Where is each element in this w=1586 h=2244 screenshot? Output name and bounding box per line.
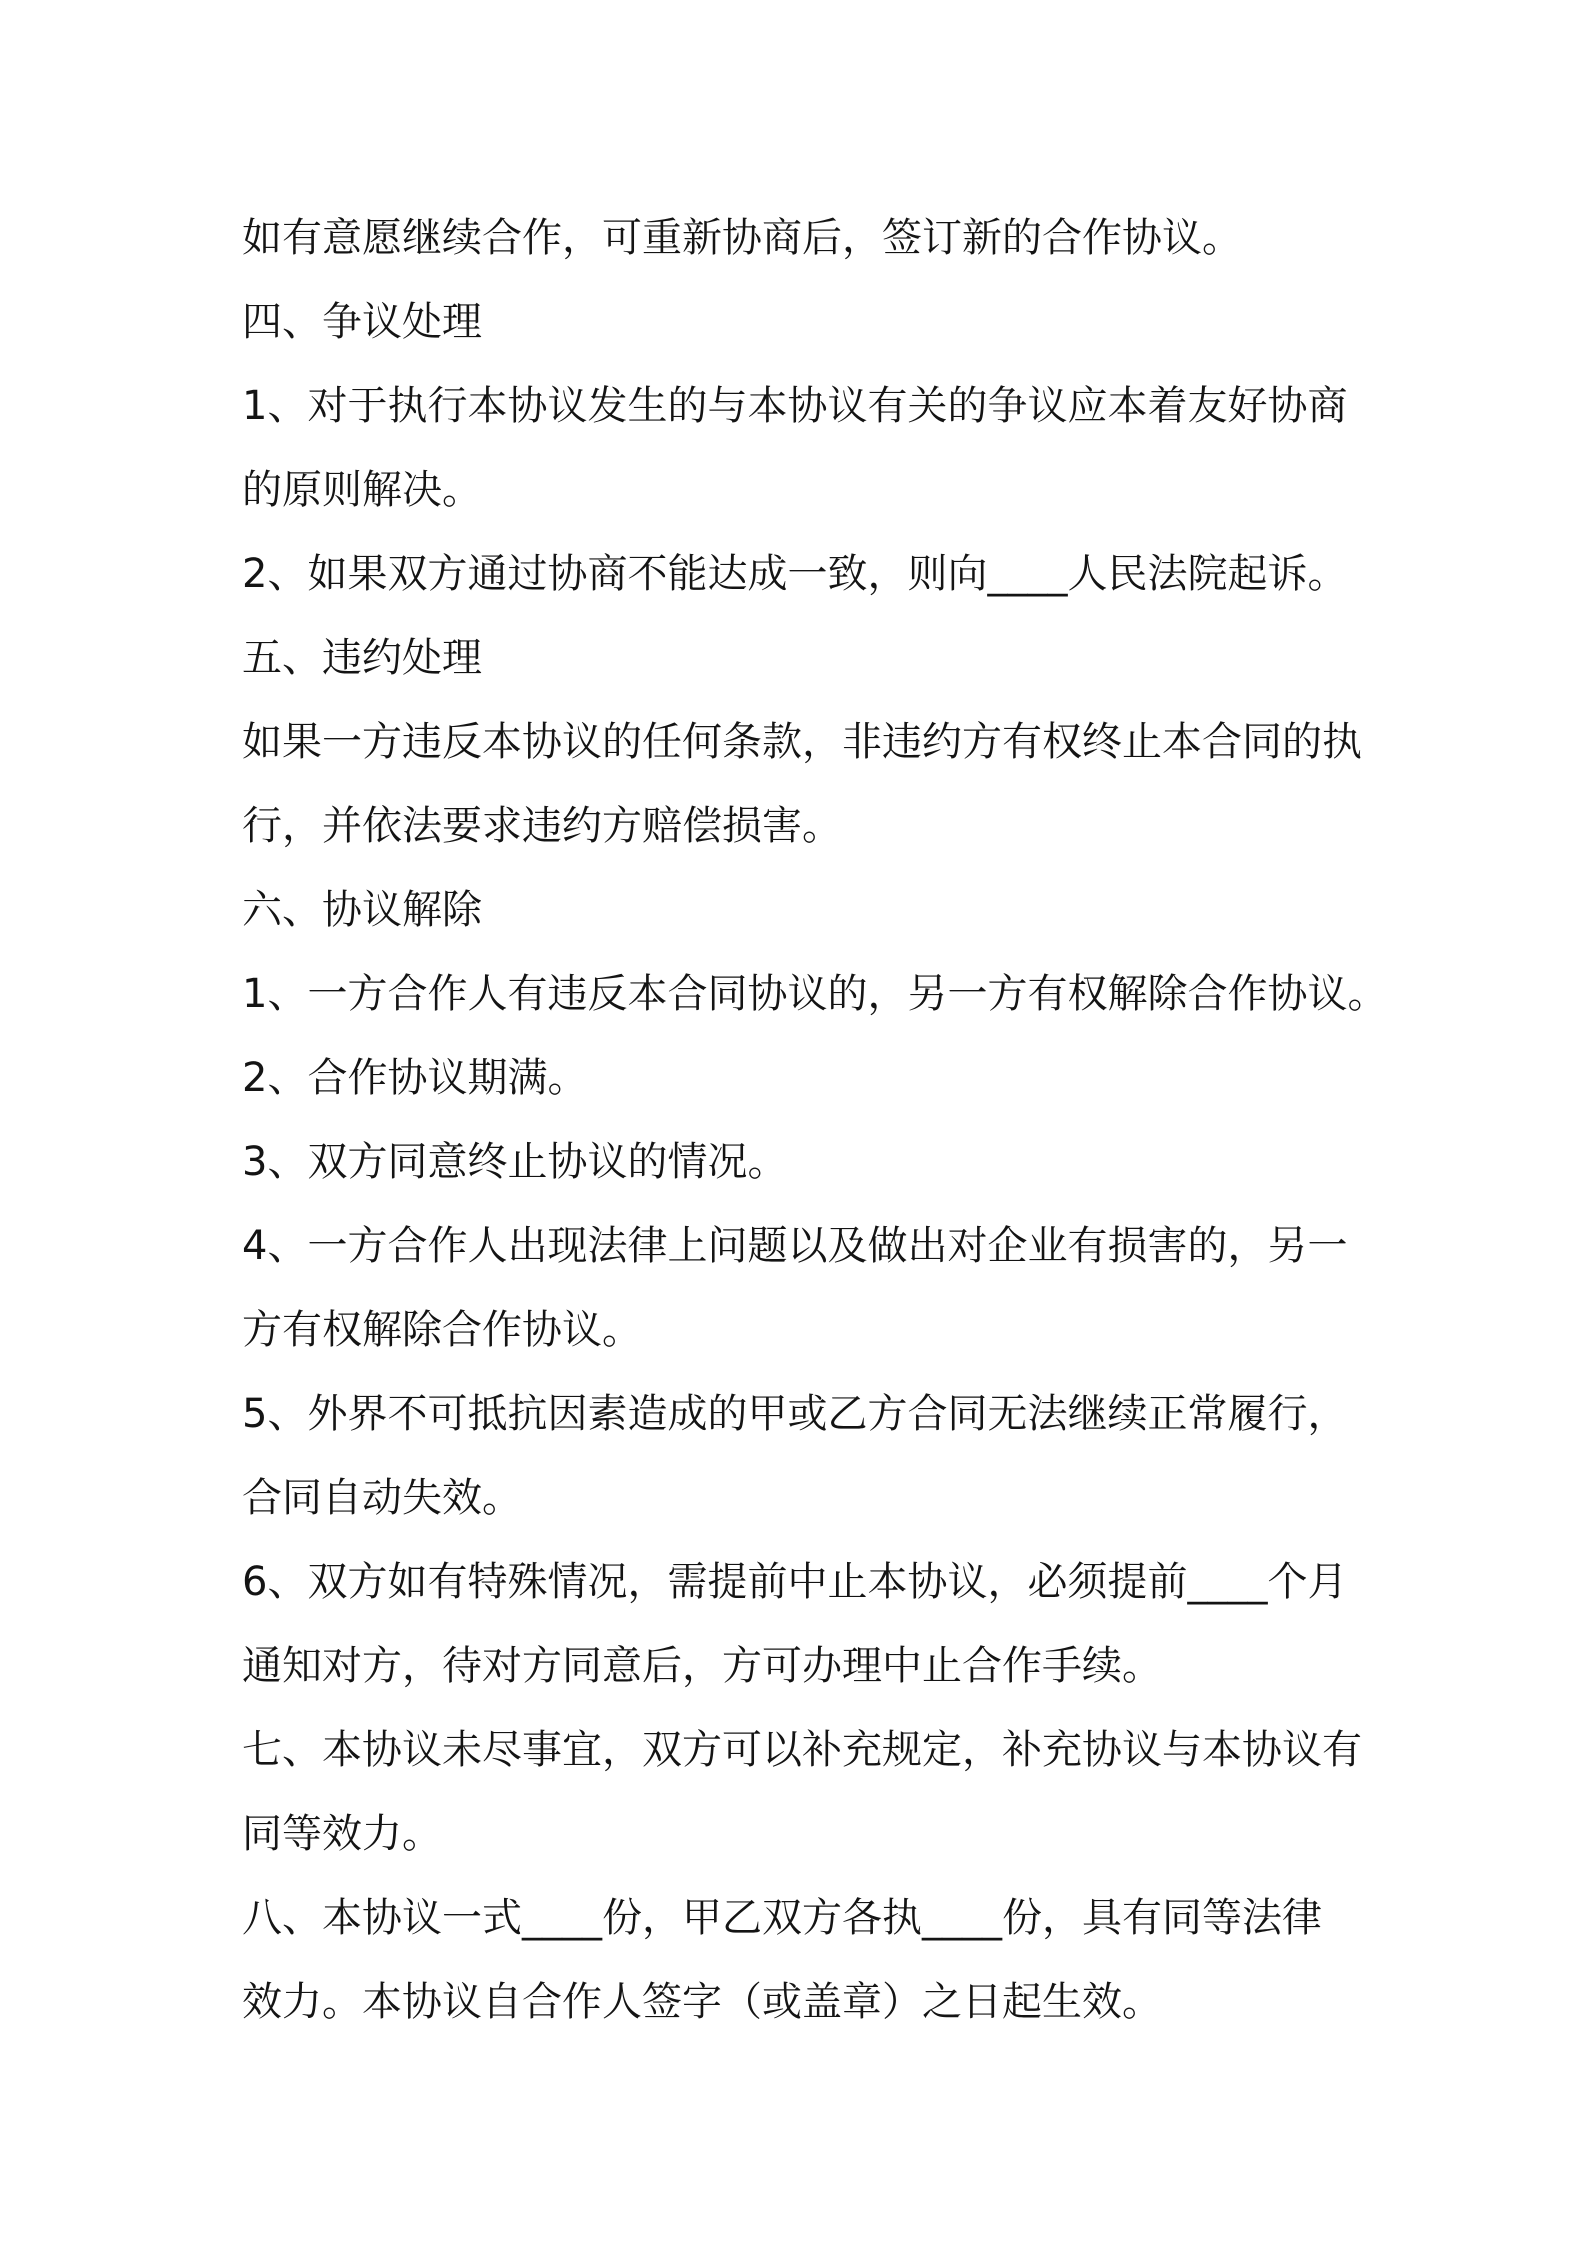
- text-line: 1、对于执行本协议发生的与本协议有关的争议应本着友好协商: [242, 383, 1348, 429]
- text-line: 3、双方同意终止协议的情况。: [242, 1139, 788, 1185]
- text-line: 1、一方合作人有违反本合同协议的，另一方有权解除合作协议。: [242, 971, 1388, 1017]
- text-line: 合同自动失效。: [242, 1475, 522, 1521]
- text-line: 的原则解决。: [242, 467, 482, 513]
- text-line: 效力。本协议自合作人签字（或盖章）之日起生效。: [242, 1979, 1162, 2025]
- text-line: 如有意愿继续合作，可重新协商后，签订新的合作协议。: [242, 215, 1242, 261]
- text-line: 5、外界不可抵抗因素造成的甲或乙方合同无法继续正常履行，: [242, 1391, 1348, 1437]
- text-line: 行，并依法要求违约方赔偿损害。: [242, 803, 842, 849]
- section-heading: 六、协议解除: [242, 887, 482, 933]
- text-line: 七、本协议未尽事宜，双方可以补充规定，补充协议与本协议有: [242, 1727, 1362, 1773]
- section-heading: 四、争议处理: [242, 299, 482, 345]
- text-line: 方有权解除合作协议。: [242, 1307, 642, 1353]
- text-line: 同等效力。: [242, 1811, 442, 1857]
- text-line: 2、合作协议期满。: [242, 1055, 588, 1101]
- text-line: 通知对方，待对方同意后，方可办理中止合作手续。: [242, 1643, 1162, 1689]
- document-body: [242, 196, 1388, 2044]
- text-line: 八、本协议一式____份，甲乙双方各执____份，具有同等法律: [242, 1895, 1322, 1941]
- section-heading: 五、违约处理: [242, 635, 482, 681]
- text-line: 6、双方如有特殊情况，需提前中止本协议，必须提前____个月: [242, 1559, 1348, 1605]
- text-line: 如果一方违反本协议的任何条款，非违约方有权终止本合同的执: [242, 719, 1362, 765]
- text-line: 2、如果双方通过协商不能达成一致，则向____人民法院起诉。: [242, 551, 1348, 597]
- text-line: 4、一方合作人出现法律上问题以及做出对企业有损害的，另一: [242, 1223, 1348, 1269]
